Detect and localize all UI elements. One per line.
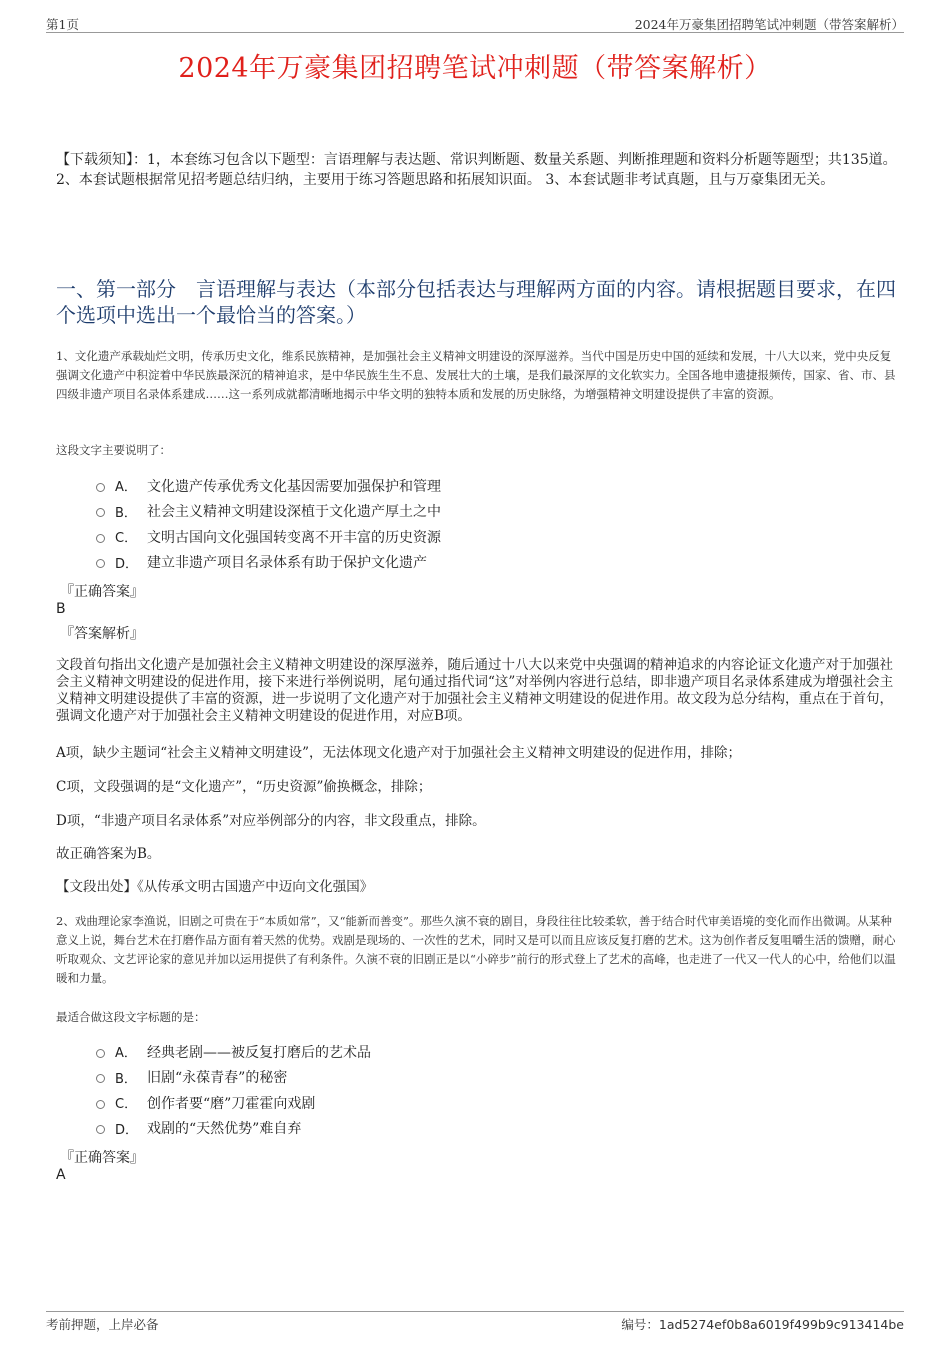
answer-label: 『正确答案』 xyxy=(60,1150,144,1166)
answer-value: B xyxy=(56,601,66,617)
radio-icon[interactable] xyxy=(96,1125,105,1134)
question-1-prompt: 这段文字主要说明了： xyxy=(56,443,171,457)
page-number: 第1页 xyxy=(46,17,79,32)
analysis-label: 『答案解析』 xyxy=(60,626,144,642)
analysis-conclusion: 故正确答案为B。 xyxy=(56,846,161,862)
option-b[interactable]: B． 旧剧“永葆青春”的秘密 xyxy=(96,1065,371,1091)
header-doc-title: 2024年万豪集团招聘笔试冲刺题（带答案解析） xyxy=(634,17,904,32)
option-d[interactable]: D． 戏剧的“天然优势”难自弃 xyxy=(96,1116,371,1142)
question-2-options xyxy=(96,1039,371,1141)
analysis-option-d: D项，“非遗产项目名录体系”对应举例部分的内容，非文段重点，排除。 xyxy=(56,813,486,829)
footer-slogan: 考前押题，上岸必备 xyxy=(46,1317,159,1332)
option-a[interactable]: A． 经典老剧——被反复打磨后的艺术品 xyxy=(96,1039,371,1065)
option-c[interactable]: C． 文明古国向文化强国转变离不开丰富的历史资源 xyxy=(96,524,441,550)
footer-code: 编号：1ad5274ef0b8a6019f499b9c913414be xyxy=(621,1317,904,1332)
page-title: 2024年万豪集团招聘笔试冲刺题（带答案解析） xyxy=(178,53,772,84)
analysis-option-a: A项，缺少主题词“社会主义精神文明建设”，无法体现文化遗产对于加强社会主义精神文明建设的促进作用，排除； xyxy=(56,745,742,761)
option-c[interactable]: C． 创作者要“磨”刀霍霍向戏剧 xyxy=(96,1090,371,1116)
option-b[interactable]: B． 社会主义精神文明建设深植于文化遗产厚土之中 xyxy=(96,499,441,525)
option-d[interactable]: D． 建立非遗产项目名录体系有助于保护文化遗产 xyxy=(96,550,441,576)
section-heading: 一、第一部分 言语理解与表达（本部分包括表达与理解两方面的内容。请根据题目要求，在四个选项中选出一个最恰当的答案。） xyxy=(56,277,896,327)
radio-icon[interactable] xyxy=(96,1049,105,1058)
radio-icon[interactable] xyxy=(96,559,105,568)
radio-icon[interactable] xyxy=(96,534,105,543)
page-header xyxy=(46,14,904,33)
question-1-options xyxy=(96,473,441,575)
question-2-prompt: 最适合做这段文字标题的是： xyxy=(56,1010,206,1024)
answer-label: 『正确答案』 xyxy=(60,584,144,600)
question-2-text: 2、戏曲理论家李渔说，旧剧之可贵在于“本质如常”，又“能新而善变”。那些久演不衰的剧目，身段往往比较柔软，善于结合时代审美语境的变化而作出微调。从某种意义上说，舞台艺术在打磨作品方面有着天然的优势。戏剧是现场的、一次性的艺术，同时又是可以而且应该反复打磨的艺术。这为创作者反复咀嚼生活的馈赠，耐心听取观众、文艺评论家的意见并加以运用提供了有利条件。久演不衰的旧剧正是以“小碎步”前行的形式登上了艺术的高峰，也走进了一代又一代人的心中，给他们以温暖和力量。 xyxy=(56,914,896,985)
radio-icon[interactable] xyxy=(96,1100,105,1109)
analysis-option-c: C项，文段强调的是“文化遗产”，“历史资源”偷换概念，排除； xyxy=(56,779,432,795)
answer-value: A xyxy=(56,1167,66,1183)
download-notice: 【下载须知】：1，本套练习包含以下题型：言语理解与表达题、常识判断题、数量关系题、判断推理题和资料分析题等题型；共135道。 2、本套试题根据常见招考题总结归纳，主要用于练习答题思路和拓展知识面。 3、本套试题非考试真题，且与万豪集团无关。 xyxy=(56,152,897,188)
analysis-paragraph: 文段首句指出文化遗产是加强社会主义精神文明建设的深厚滋养，随后通过十八大以来党中央强调的精神追求的内容论证文化遗产对于加强社会主义精神文明建设的促进作用，接下来进行举例说明，尾句通过指代词“这”对举例内容进行总结，即非遗产项目名录体系建成为增强社会主义精神文明建设提供了丰富的资源，进一步说明了文化遗产对于加强社会主义精神文明建设的促进作用。故文段为总分结构，重点在于首句，强调文化遗产对于加强社会主义精神文明建设的促进作用，对应B项。 xyxy=(56,657,894,724)
option-a[interactable]: A． 文化遗产传承优秀文化基因需要加强保护和管理 xyxy=(96,473,441,499)
page-footer xyxy=(46,1311,904,1332)
question-1-text: 1、文化遗产承载灿烂文明，传承历史文化，维系民族精神，是加强社会主义精神文明建设的深厚滋养。当代中国是历史中国的延续和发展，十八大以来，党中央反复强调文化遗产中积淀着中华民族最深沉的精神追求，是中华民族生生不息、发展壮大的土壤，是我们最深厚的文化软实力。全国各地申遗捷报频传，国家、省、市、县四级非遗产项目名录体系建成……这一系列成就都清晰地揭示中华文明的独特本质和发展的历史脉络，为增强精神文明建设提供了丰富的资源。 xyxy=(56,349,896,401)
radio-icon[interactable] xyxy=(96,483,105,492)
radio-icon[interactable] xyxy=(96,1074,105,1083)
analysis-source: 【文段出处】《从传承文明古国遗产中迈向文化强国》 xyxy=(56,879,374,895)
radio-icon[interactable] xyxy=(96,508,105,517)
